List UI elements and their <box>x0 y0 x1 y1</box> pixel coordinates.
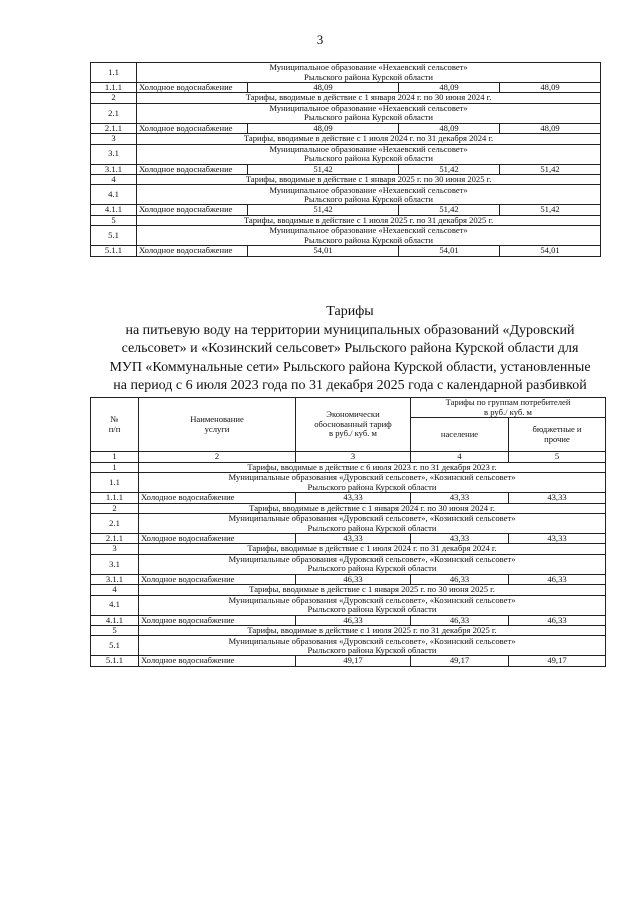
municipality-cell <box>139 554 606 574</box>
header-budget-other: бюджетные и прочие <box>509 418 606 452</box>
row-number: 4 <box>91 175 137 185</box>
municipality-cell <box>137 226 601 246</box>
economic-tariff-value: 48,09 <box>248 83 399 93</box>
column-number: 3 <box>296 452 411 463</box>
header-population: население <box>411 418 509 452</box>
row-number: 5.1 <box>91 636 139 656</box>
service-name: Холодное водоснабжение <box>137 123 248 133</box>
municipality-cell <box>139 595 606 615</box>
period-row <box>91 175 601 185</box>
service-row <box>91 615 606 625</box>
table-header <box>91 398 606 463</box>
municipality-line: Рыльского района Курской области <box>307 522 437 533</box>
municipality-row <box>91 185 601 205</box>
budget-tariff-value: 48,09 <box>500 83 601 93</box>
service-name: Холодное водоснабжение <box>139 534 296 544</box>
budget-tariff-value: 43,33 <box>509 493 606 503</box>
header-number: № п/п <box>91 398 139 452</box>
row-number: 2.1.1 <box>91 123 137 133</box>
service-name: Холодное водоснабжение <box>139 493 296 503</box>
population-tariff-value: 48,09 <box>399 83 500 93</box>
service-row <box>91 123 601 133</box>
municipality-cell <box>139 473 606 493</box>
row-number: 5.1.1 <box>91 656 139 666</box>
municipality-cell <box>137 63 601 83</box>
municipality-line: Муниципальные образования «Дуровский сельсовет», «Козинский сельсовет» <box>228 554 516 564</box>
tariff-table-body <box>91 63 601 257</box>
period-text: Тарифы, вводимые в действие с 1 июля 2025 г. по 31 декабря 2025 г. <box>139 626 606 636</box>
service-name: Холодное водоснабжение <box>137 83 248 93</box>
municipality-line: Муниципальное образование «Нехаевский сельсовет» <box>269 62 468 73</box>
municipality-row <box>91 103 601 123</box>
period-text: Тарифы, вводимые в действие с 1 июля 2024 г. по 31 декабря 2024 г. <box>139 544 606 554</box>
heading-line: сельсовет» и «Козинский сельсовет» Рыльского района Курской области для <box>121 341 579 356</box>
period-row <box>91 215 601 225</box>
municipality-line: Рыльского района Курской области <box>304 71 433 82</box>
row-number: 3.1 <box>91 144 137 164</box>
row-number: 2.1.1 <box>91 534 139 544</box>
municipality-row <box>91 63 601 83</box>
row-number: 2.1 <box>91 514 139 534</box>
municipality-line: Муниципальное образование «Нехаевский сельсовет» <box>269 144 468 154</box>
economic-tariff-value: 51,42 <box>248 205 399 215</box>
row-number: 1.1.1 <box>91 493 139 503</box>
service-row <box>91 534 606 544</box>
header-economic-tariff: Экономически обоснованный тариф в руб./ куб. м <box>296 398 411 452</box>
tariff-table-durovsky-kozinsky <box>90 397 606 667</box>
column-number: 5 <box>509 452 606 463</box>
municipality-line: Муниципальные образования «Дуровский сельсовет», «Козинский сельсовет» <box>228 472 516 483</box>
budget-tariff-value: 46,33 <box>509 615 606 625</box>
service-row <box>91 493 606 503</box>
population-tariff-value: 51,42 <box>399 205 500 215</box>
period-row <box>91 134 601 144</box>
municipality-row <box>91 473 606 493</box>
municipality-row <box>91 514 606 534</box>
row-number: 5.1 <box>91 226 137 246</box>
header-service-name: Наименование услуги <box>139 398 296 452</box>
column-numbers-row <box>91 452 606 463</box>
budget-tariff-value: 48,09 <box>500 123 601 133</box>
period-text: Тарифы, вводимые в действие с 1 июля 2025 г. по 31 декабря 2025 г. <box>137 215 601 225</box>
period-text: Тарифы, вводимые в действие с 1 июля 2024 г. по 31 декабря 2024 г. <box>137 134 601 144</box>
municipality-line: Рыльского района Курской области <box>307 644 437 655</box>
economic-tariff-value: 43,33 <box>296 493 411 503</box>
heading-title: Тарифы <box>326 304 374 319</box>
section-heading <box>90 303 610 396</box>
row-number: 3.1 <box>91 554 139 574</box>
heading-line: МУП «Коммунальные сети» Рыльского района Курской области, установленные <box>109 359 591 375</box>
municipality-cell <box>137 185 601 205</box>
period-row <box>91 626 606 636</box>
service-name: Холодное водоснабжение <box>137 246 248 256</box>
service-row <box>91 83 601 93</box>
column-number: 1 <box>91 452 139 463</box>
budget-tariff-value: 49,17 <box>509 656 606 666</box>
row-number: 3.1.1 <box>91 574 139 584</box>
service-row <box>91 205 601 215</box>
municipality-row <box>91 595 606 615</box>
row-number: 4 <box>91 585 139 595</box>
row-number: 2.1 <box>91 103 137 123</box>
period-row <box>91 462 606 472</box>
service-name: Холодное водоснабжение <box>139 615 296 625</box>
period-text: Тарифы, вводимые в действие с 1 января 2025 г. по 30 июня 2025 г. <box>139 585 606 595</box>
column-number: 4 <box>411 452 509 463</box>
row-number: 3.1.1 <box>91 164 137 174</box>
period-text: Тарифы, вводимые в действие с 1 января 2024 г. по 30 июня 2024 г. <box>139 503 606 513</box>
population-tariff-value: 43,33 <box>411 493 509 503</box>
row-number: 1.1.1 <box>91 83 137 93</box>
municipality-line: Рыльского района Курской области <box>304 193 433 204</box>
population-tariff-value: 46,33 <box>411 574 509 584</box>
service-row <box>91 656 606 666</box>
economic-tariff-value: 46,33 <box>296 574 411 584</box>
population-tariff-value: 43,33 <box>411 534 509 544</box>
municipality-line: Муниципальное образование «Нехаевский сельсовет» <box>269 225 468 236</box>
municipality-line: Рыльского района Курской области <box>307 481 437 492</box>
row-number: 4.1.1 <box>91 615 139 625</box>
budget-tariff-value: 54,01 <box>500 246 601 256</box>
tariff-table-nekhaevsky <box>90 62 601 257</box>
municipality-line: Муниципальное образование «Нехаевский сельсовет» <box>269 103 468 113</box>
heading-line: на период с 6 июля 2023 года по 31 декабря 2025 года с календарной разбивкой <box>113 378 587 393</box>
municipality-row <box>91 636 606 656</box>
row-number: 1 <box>91 462 139 472</box>
period-row <box>91 503 606 513</box>
municipality-line: Муниципальное образование «Нехаевский сельсовет» <box>269 184 468 195</box>
population-tariff-value: 54,01 <box>399 246 500 256</box>
row-number: 5.1.1 <box>91 246 137 256</box>
municipality-cell <box>139 514 606 534</box>
tariff-table-body <box>91 462 606 666</box>
period-row <box>91 544 606 554</box>
municipality-line: Муниципальные образования «Дуровский сельсовет», «Козинский сельсовет» <box>228 595 516 605</box>
economic-tariff-value: 46,33 <box>296 615 411 625</box>
municipality-line: Рыльского района Курской области <box>304 112 433 123</box>
municipality-line: Муниципальные образования «Дуровский сельсовет», «Козинский сельсовет» <box>228 513 516 524</box>
row-number: 1.1 <box>91 473 139 493</box>
population-tariff-value: 46,33 <box>411 615 509 625</box>
row-number: 4.1.1 <box>91 205 137 215</box>
economic-tariff-value: 54,01 <box>248 246 399 256</box>
budget-tariff-value: 51,42 <box>500 205 601 215</box>
municipality-line: Рыльского района Курской области <box>304 153 433 164</box>
row-number: 4.1 <box>91 185 137 205</box>
row-number: 2 <box>91 503 139 513</box>
municipality-cell <box>137 103 601 123</box>
row-number: 5 <box>91 215 137 225</box>
municipality-cell <box>137 144 601 164</box>
period-row <box>91 585 606 595</box>
service-row <box>91 164 601 174</box>
row-number: 2 <box>91 93 137 103</box>
period-row <box>91 93 601 103</box>
economic-tariff-value: 49,17 <box>296 656 411 666</box>
period-text: Тарифы, вводимые в действие с 1 января 2025 г. по 30 июня 2025 г. <box>137 175 601 185</box>
row-number: 1.1 <box>91 63 137 83</box>
budget-tariff-value: 46,33 <box>509 574 606 584</box>
header-consumer-groups: Тарифы по группам потребителей в руб./ куб. м <box>411 398 606 418</box>
municipality-row <box>91 226 601 246</box>
row-number: 3 <box>91 134 137 144</box>
municipality-line: Рыльского района Курской области <box>307 563 437 574</box>
service-name: Холодное водоснабжение <box>137 205 248 215</box>
economic-tariff-value: 43,33 <box>296 534 411 544</box>
municipality-line: Муниципальные образования «Дуровский сельсовет», «Козинский сельсовет» <box>228 635 516 646</box>
page-number: 3 <box>316 32 324 47</box>
population-tariff-value: 48,09 <box>399 123 500 133</box>
row-number: 4.1 <box>91 595 139 615</box>
service-row <box>91 246 601 256</box>
municipality-row <box>91 144 601 164</box>
municipality-row <box>91 554 606 574</box>
service-name: Холодное водоснабжение <box>139 656 296 666</box>
budget-tariff-value: 51,42 <box>500 164 601 174</box>
economic-tariff-value: 48,09 <box>248 123 399 133</box>
heading-line: на питьевую воду на территории муниципальных образований «Дуровский <box>125 322 575 338</box>
municipality-line: Рыльского района Курской области <box>304 234 433 245</box>
service-name: Холодное водоснабжение <box>137 164 248 174</box>
economic-tariff-value: 51,42 <box>248 164 399 174</box>
municipality-cell <box>139 636 606 656</box>
budget-tariff-value: 43,33 <box>509 534 606 544</box>
population-tariff-value: 51,42 <box>399 164 500 174</box>
row-number: 5 <box>91 626 139 636</box>
service-name: Холодное водоснабжение <box>139 574 296 584</box>
municipality-line: Рыльского района Курской области <box>307 604 437 615</box>
row-number: 3 <box>91 544 139 554</box>
service-row <box>91 574 606 584</box>
period-text: Тарифы, вводимые в действие с 6 июля 2023 г. по 31 декабря 2023 г. <box>139 462 606 472</box>
population-tariff-value: 49,17 <box>411 656 509 666</box>
period-text: Тарифы, вводимые в действие с 1 января 2024 г. по 30 июня 2024 г. <box>137 93 601 103</box>
column-number: 2 <box>139 452 296 463</box>
